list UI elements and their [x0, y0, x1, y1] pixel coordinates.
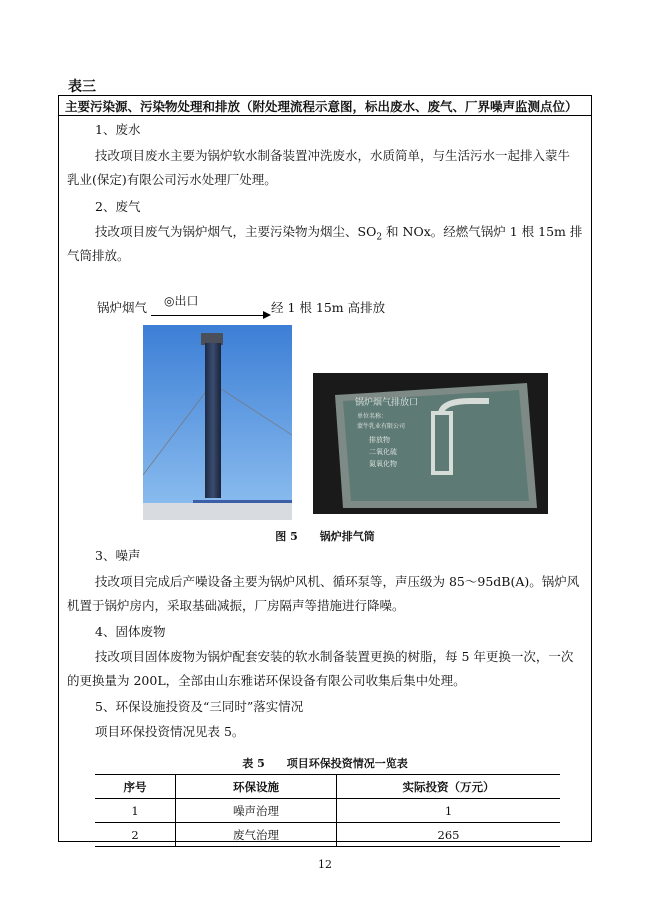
table5-caption: 表 5 项目环保投资情况一览表: [242, 757, 408, 770]
solid-waste-text-2: 的更换量为 200L，全部由山东雅诺环保设备有限公司收集后集中处理。: [67, 673, 466, 688]
table-title: 表三: [68, 79, 96, 95]
table-header-row: [95, 775, 560, 799]
solid-waste-text-1: 技改项目固体废物为锅炉配套安装的软水制备装置更换的树脂，每 5 年更换一次，一次: [95, 649, 574, 664]
diagram-outlet: ◎出口: [164, 294, 199, 308]
diagram-target: 经 1 根 15m 高排放: [271, 300, 386, 315]
figure-caption: 图 5 锅炉排气筒: [275, 530, 375, 543]
outlet-sign-photo: 锅炉烟气排放口 单位名称： 蒙牛乳业有限公司 排放物 二氧化硫 氮氧化物: [313, 373, 548, 514]
heading-wastewater: 1、废水: [95, 122, 141, 137]
heading-investment: 5、环保设施投资及“三同时”落实情况: [95, 699, 304, 714]
section-header: 主要污染源、污染物处理和排放（附处理流程示意图，标出废水、废气、厂界噪声监测点位）: [59, 96, 591, 116]
heading-noise: 3、噪声: [95, 548, 141, 563]
table-row: 2 废气治理 265: [95, 823, 560, 847]
sign-title: 锅炉烟气排放口: [355, 398, 419, 408]
col-header-investment: 实际投资（万元）: [337, 775, 561, 799]
outlet-symbol-icon: ◎: [164, 294, 175, 308]
flow-arrow: [151, 315, 267, 316]
arrow-head-icon: [263, 311, 271, 319]
noise-text-2: 机置于锅炉房内，采取基础减振，厂房隔声等措施进行降噪。: [67, 598, 405, 613]
col-header-no: 序号: [95, 775, 176, 799]
page-number: 12: [318, 858, 332, 871]
wastewater-text-1: 技改项目废水主要为锅炉软水制备装置冲洗废水，水质简单，与生活污水一起排入蒙牛: [95, 148, 571, 163]
table-row: 1 噪声治理 1: [95, 799, 560, 823]
heading-exhaust: 2、废气: [95, 199, 141, 214]
col-header-facility: 环保设施: [176, 775, 337, 799]
heading-solid-waste: 4、固体废物: [95, 624, 166, 639]
wastewater-text-2: 乳业(保定)有限公司污水处理厂处理。: [67, 172, 277, 187]
investment-table: [95, 774, 560, 847]
chimney-photo: [143, 325, 292, 520]
noise-text-1: 技改项目完成后产噪设备主要为锅炉风机、循环泵等，声压级为 85～95dB(A)。锅炉风: [95, 574, 580, 589]
exhaust-text-2: 气筒排放。: [67, 248, 130, 263]
exhaust-text-1: 技改项目废气为锅炉烟气，主要污染物为烟尘、$SO_2$ 和 NOx。经燃气锅炉 1 根 15m 排: [95, 224, 583, 243]
content-frame: [58, 95, 592, 842]
diagram-source: 锅炉烟气: [97, 300, 148, 315]
investment-text: 项目环保投资情况见表 5。: [95, 724, 245, 739]
